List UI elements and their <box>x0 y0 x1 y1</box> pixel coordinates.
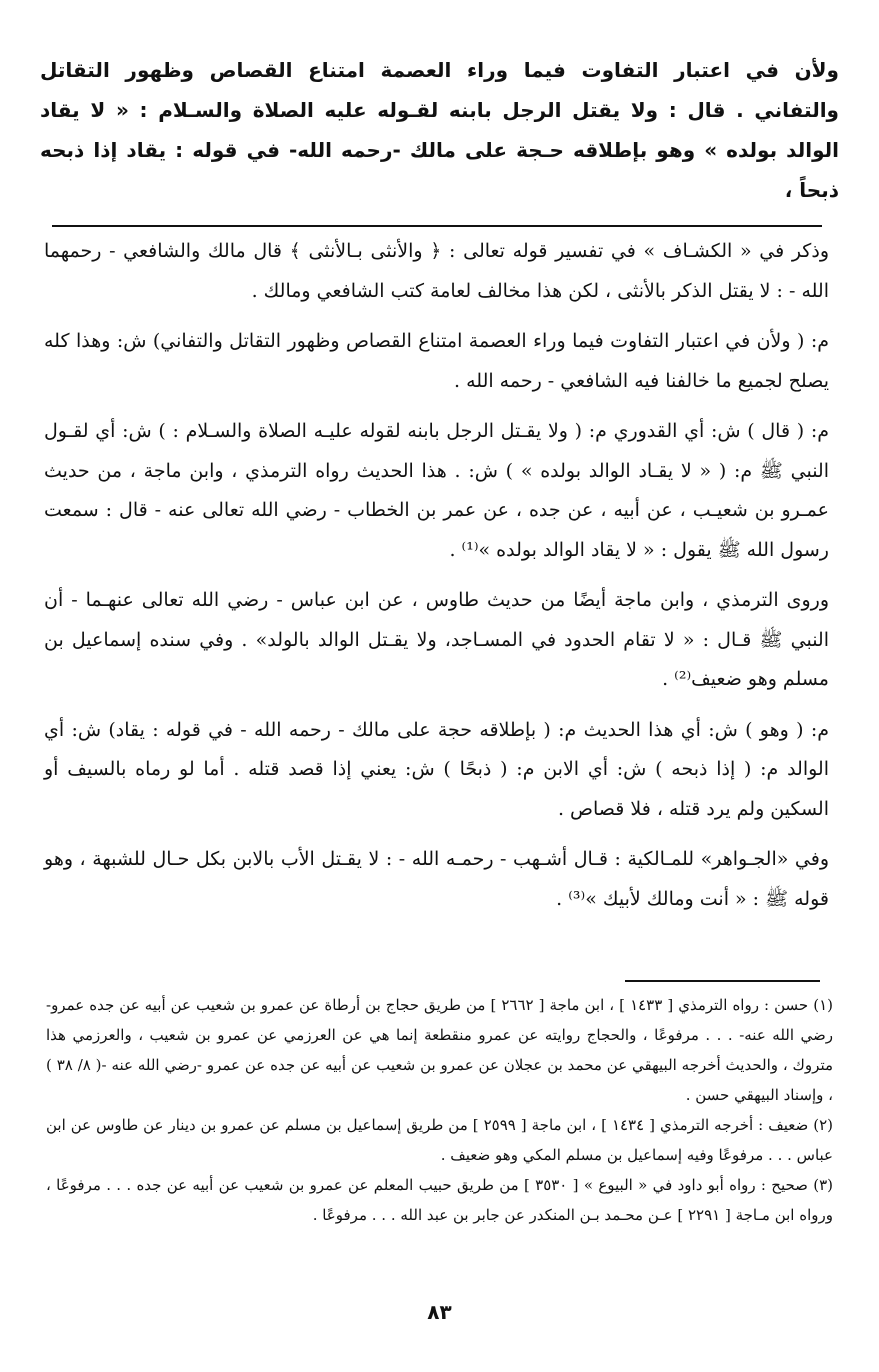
commentary-paragraph: وذكر في « الكشـاف » في تفسير قوله تعالى : ﴿ والأنثى بـالأنثى ﴾ قال مالك والشافعي - رحمهما الله - : لا يقتل الذكر بالأنثى ، لكن هذا مخالف لعامة كتب الشافعي ومالك . <box>44 240 829 302</box>
matn-paragraph: ولأن في اعتبار التفاوت فيما وراء العصمة امتناع القصاص وظهور التقاتل والتفاني . قال : ولا يقتل الرجل بابنه لقـوله عليه الصلاة والسـلام : « لا يقاد الوالد بولده » وهو بإطلاقه حـجة على مالك -رحمه الله- في قوله : يقاد إذا ذبحه ذبحاً ، <box>40 58 839 202</box>
footnote-item: (١) حسن : رواه الترمذي [ ١٤٣٣ ] ، ابن ماجة [ ٢٦٦٢ ] من طريق حجاج بن أرطاة عن عمرو بن شعيب عن أبيه عن جده عمرو- رضي الله عنه- . . . مرفوعًا ، والحجاج روايته عن عمرو منقطعة إنما هي عن العرزمي عن عمرو بن شعيب ، والعرزمي هذا متروك ، والحديث أخرجه البيهقي عن محمد بن عجلان عن عمرو بن شعيب عن أبيه عن جده عن عمرو -رضي الله عنه -( ٨/ ٣٨ ) ، وإسناد البيهقي حسن . <box>46 996 834 1104</box>
commentary-paragraph: م: ( قال ) ش: أي القدوري م: ( ولا يقـتل الرجل بابنه لقوله عليـه الصلاة والسـلام : ) ش: أي لقـول النبي ﷺ م: ( « لا يقـاد الوالد بولده » ) ش: . هذا الحديث رواه الترمذي ، وابن ماجة ، من حديث عمـرو بن شعيـب ، عن أبيه ، عن جده ، عن عمر بن الخطاب - رضي الله تعالى عنه - قال : سمعت رسول الله ﷺ يقول : « لا يقاد الوالد بولده »⁽¹⁾ . <box>44 420 829 561</box>
page-number: ٨٣ <box>427 1300 452 1324</box>
footnotes <box>46 990 833 1230</box>
footnote-item: (٣) صحيح : رواه أبو داود في « البيوع » [ ٣٥٣٠ ] من طريق حبيب المعلم عن عمرو بن شعيب عن أبيه عن جده . . . مرفوعًا ، ورواه ابن مـاجة [ ٢٢٩١ ] عـن محـمد بـن المنكدر عن جابر بن عبد الله . . . مرفوعًا . <box>46 1176 833 1224</box>
footnote-separator-line <box>625 980 820 982</box>
commentary-text <box>44 232 829 930</box>
matn-text <box>40 50 839 210</box>
commentary-paragraph: م: ( ولأن في اعتبار التفاوت فيما وراء العصمة امتناع القصاص وظهور التقاتل والتفاني) ش: وهذا كله يصلح لجميع ما خالفنا فيه الشافعي - رحمه الله . <box>44 330 829 392</box>
matn-separator-line <box>52 225 822 227</box>
commentary-paragraph: وفي «الجـواهر» للمـالكية : قـال أشـهب - رحمـه الله - : لا يقـتل الأب بالابن بكل حـال للشبهة ، وهو قوله ﷺ : « أنت ومالك لأبيك »⁽³⁾ . <box>44 848 829 910</box>
commentary-paragraph: وروى الترمذي ، وابن ماجة أيضًا من حديث طاوس ، عن ابن عباس - رضي الله تعالى عنهـما - أن النبي ﷺ قـال : « لا تقام الحدود في المسـاجد، ولا يقـتل الوالد بالولد» . وفي سنده إسماعيل بن مسلم وهو ضعيف⁽²⁾ . <box>44 589 829 690</box>
footnote-item: (٢) ضعيف : أخرجه الترمذي [ ١٤٣٤ ] ، ابن ماجة [ ٢٥٩٩ ] من طريق إسماعيل بن مسلم عن عمرو بن دينار عن طاوس عن ابن عباس . . . مرفوعًا وفيه إسماعيل بن مسلم المكي وهو ضعيف . <box>46 1116 833 1164</box>
commentary-paragraph: م: ( وهو ) ش: أي هذا الحديث م: ( بإطلاقه حجة على مالك - رحمه الله - في قوله : يقاد) ش: أي الوالد م: ( إذا ذبحه ) ش: أي الابن م: ( ذبحًا ) ش: يعني إذا قصد قتله . أما لو رماه بالسيف أو السكين ولم يرد قتله ، فلا قصاص . <box>44 718 829 820</box>
